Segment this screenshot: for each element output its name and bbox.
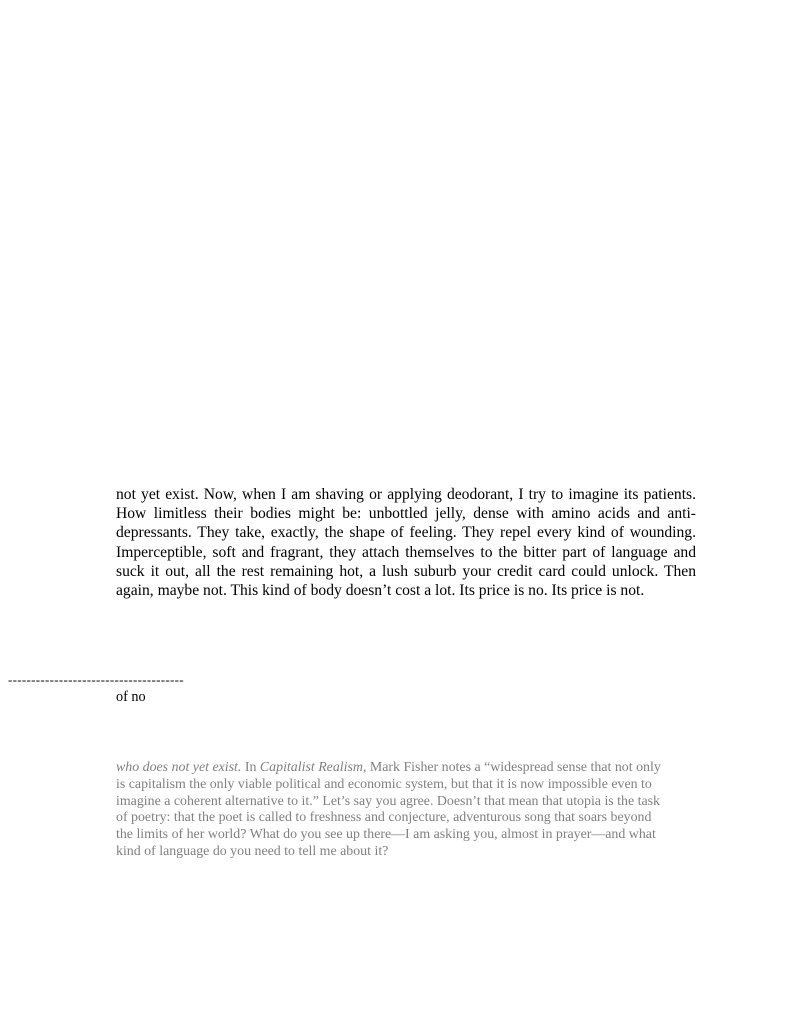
body-paragraph: [116, 485, 696, 600]
book-title: Capitalist Realism: [259, 760, 363, 775]
footnote-divider: --------------------------------------: [8, 672, 184, 687]
body-line: suck it out, all the rest remaining hot, a lush suburb your credit card could unlock. Then: [116, 562, 696, 580]
body-line: Imperceptible, soft and fragrant, they attach themselves to the bitter part of language and: [116, 543, 696, 561]
note-line: the limits of her world? What do you see up there—I am asking you, almost in prayer—and what: [116, 827, 656, 843]
note-line: of poetry: that the poet is called to freshness and conjecture, adventurous song that soars beyond: [116, 810, 652, 826]
note-paragraph: [116, 760, 696, 861]
note-text-segment: , Mark Fisher notes a “widespread sense that not only: [362, 760, 661, 775]
note-text-segment: In: [241, 760, 260, 775]
note-line: kind of language do you need to tell me about it?: [116, 843, 389, 859]
body-line: How limitless their bodies might be: unbottled jelly, dense with amino acids and anti-: [116, 505, 696, 523]
body-line: not yet exist. Now, when I am shaving or applying deodorant, I try to imagine its patients.: [116, 486, 696, 503]
note-italic-phrase: who does not yet exist.: [116, 760, 242, 775]
note-line: is capitalism the only viable political and economic system, but that it is now impossible even to: [116, 776, 652, 792]
note-line: imagine a coherent alternative to it.” Let’s say you agree. Doesn’t that mean that utopia is the task: [116, 793, 660, 809]
body-line: depressants. They take, exactly, the shape of feeling. They repel every kind of wounding.: [116, 524, 696, 542]
body-line: again, maybe not. This kind of body doesn’t cost a lot. Its price is no. Its price is not.: [116, 582, 645, 600]
note-line: [116, 760, 696, 777]
footnote-label: of no: [116, 689, 146, 705]
